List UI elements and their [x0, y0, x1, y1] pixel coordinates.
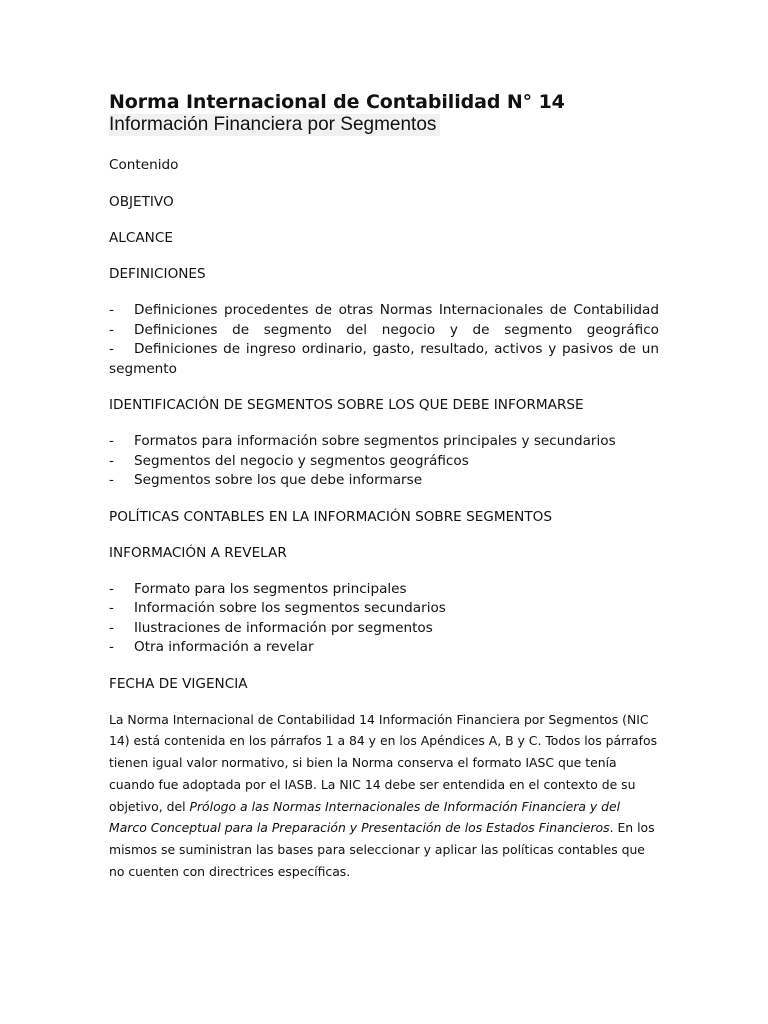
list-item [109, 599, 659, 619]
bullet-dash: - [109, 433, 114, 449]
bullet-dash: - [109, 472, 114, 488]
bullet-dash: - [109, 639, 114, 655]
paragraph-italic-text: Prólogo a las Normas Internacionales de Información Financiera y del Marco Conceptual para la Preparación y Presentación de los Estados Financieros [109, 798, 621, 836]
list-item-text: Segmentos del negocio y segmentos geográficos [134, 452, 469, 469]
document-page [109, 90, 659, 883]
definiciones-list [109, 301, 659, 379]
document-title: Norma Internacional de Contabilidad N° 14 [109, 91, 565, 113]
list-item-text: Definiciones de ingreso ordinario, gasto, resultado, activos y pasivos de un segmento [109, 341, 659, 377]
list-item-text: Otra información a revelar [134, 639, 314, 655]
section-informacion: INFORMACIÓN A REVELAR [109, 544, 287, 561]
bullet-dash: - [109, 302, 114, 318]
list-item [109, 580, 659, 600]
bullet-dash: - [109, 321, 114, 338]
list-item-text: Definiciones de segmento del negocio y de segmento geográfico [134, 321, 659, 338]
list-item-text: Definiciones procedentes de otras Normas Internacionales de Contabilidad [134, 302, 659, 318]
paragraph-text-end: . En los mismos se suministran las bases para seleccionar y aplicar las políticas contables que no cuenten con directrices específicas. [109, 820, 655, 880]
list-item [109, 301, 659, 321]
list-item-text: Formatos para información sobre segmentos principales y secundarios [134, 433, 616, 449]
intro-paragraph [109, 709, 661, 883]
list-item [109, 638, 659, 658]
list-item [109, 340, 659, 379]
contents-label: Contenido [109, 157, 179, 173]
section-politicas: POLÍTICAS CONTABLES EN LA INFORMACIÓN SOBRE SEGMENTOS [109, 508, 552, 525]
list-item [109, 321, 659, 341]
list-item [109, 471, 659, 491]
bullet-dash: - [109, 600, 114, 616]
list-item [109, 432, 659, 452]
list-item [109, 452, 659, 472]
section-definiciones: DEFINICIONES [109, 266, 206, 282]
bullet-dash: - [109, 580, 114, 597]
list-item [109, 619, 659, 639]
identificacion-list [109, 432, 659, 491]
bullet-dash: - [109, 619, 114, 636]
section-identificacion: IDENTIFICACIÓN DE SEGMENTOS SOBRE LOS QUE DEBE INFORMARSE [109, 397, 584, 413]
list-item-text: Ilustraciones de información por segmentos [134, 619, 433, 636]
list-item-text: Información sobre los segmentos secundarios [134, 600, 446, 616]
list-item-text: Segmentos sobre los que debe informarse [134, 472, 423, 488]
section-objetivo: OBJETIVO [109, 194, 174, 210]
section-fecha: FECHA DE VIGENCIA [109, 675, 248, 692]
subtitle-wrapper [109, 114, 659, 136]
document-subtitle: Información Financiera por Segmentos [109, 114, 440, 136]
paragraph-text: La Norma Internacional de Contabilidad 14 Información Financiera por Segmentos (NIC 14) está contenida en los párrafos 1 a 84 y en los Apéndices A, B y C. Todos los párrafos tienen igual valor normativo, si bien la Norma conserva el formato IASC que tenía cuando fue adoptada por el IASB. La NIC 14 debe ser entendida en el contexto de su objetivo, del [109, 711, 658, 814]
informacion-list [109, 580, 659, 658]
bullet-dash: - [109, 452, 114, 469]
bullet-dash: - [109, 341, 114, 357]
section-alcance: ALCANCE [109, 230, 173, 246]
list-item-text: Formato para los segmentos principales [134, 580, 407, 597]
